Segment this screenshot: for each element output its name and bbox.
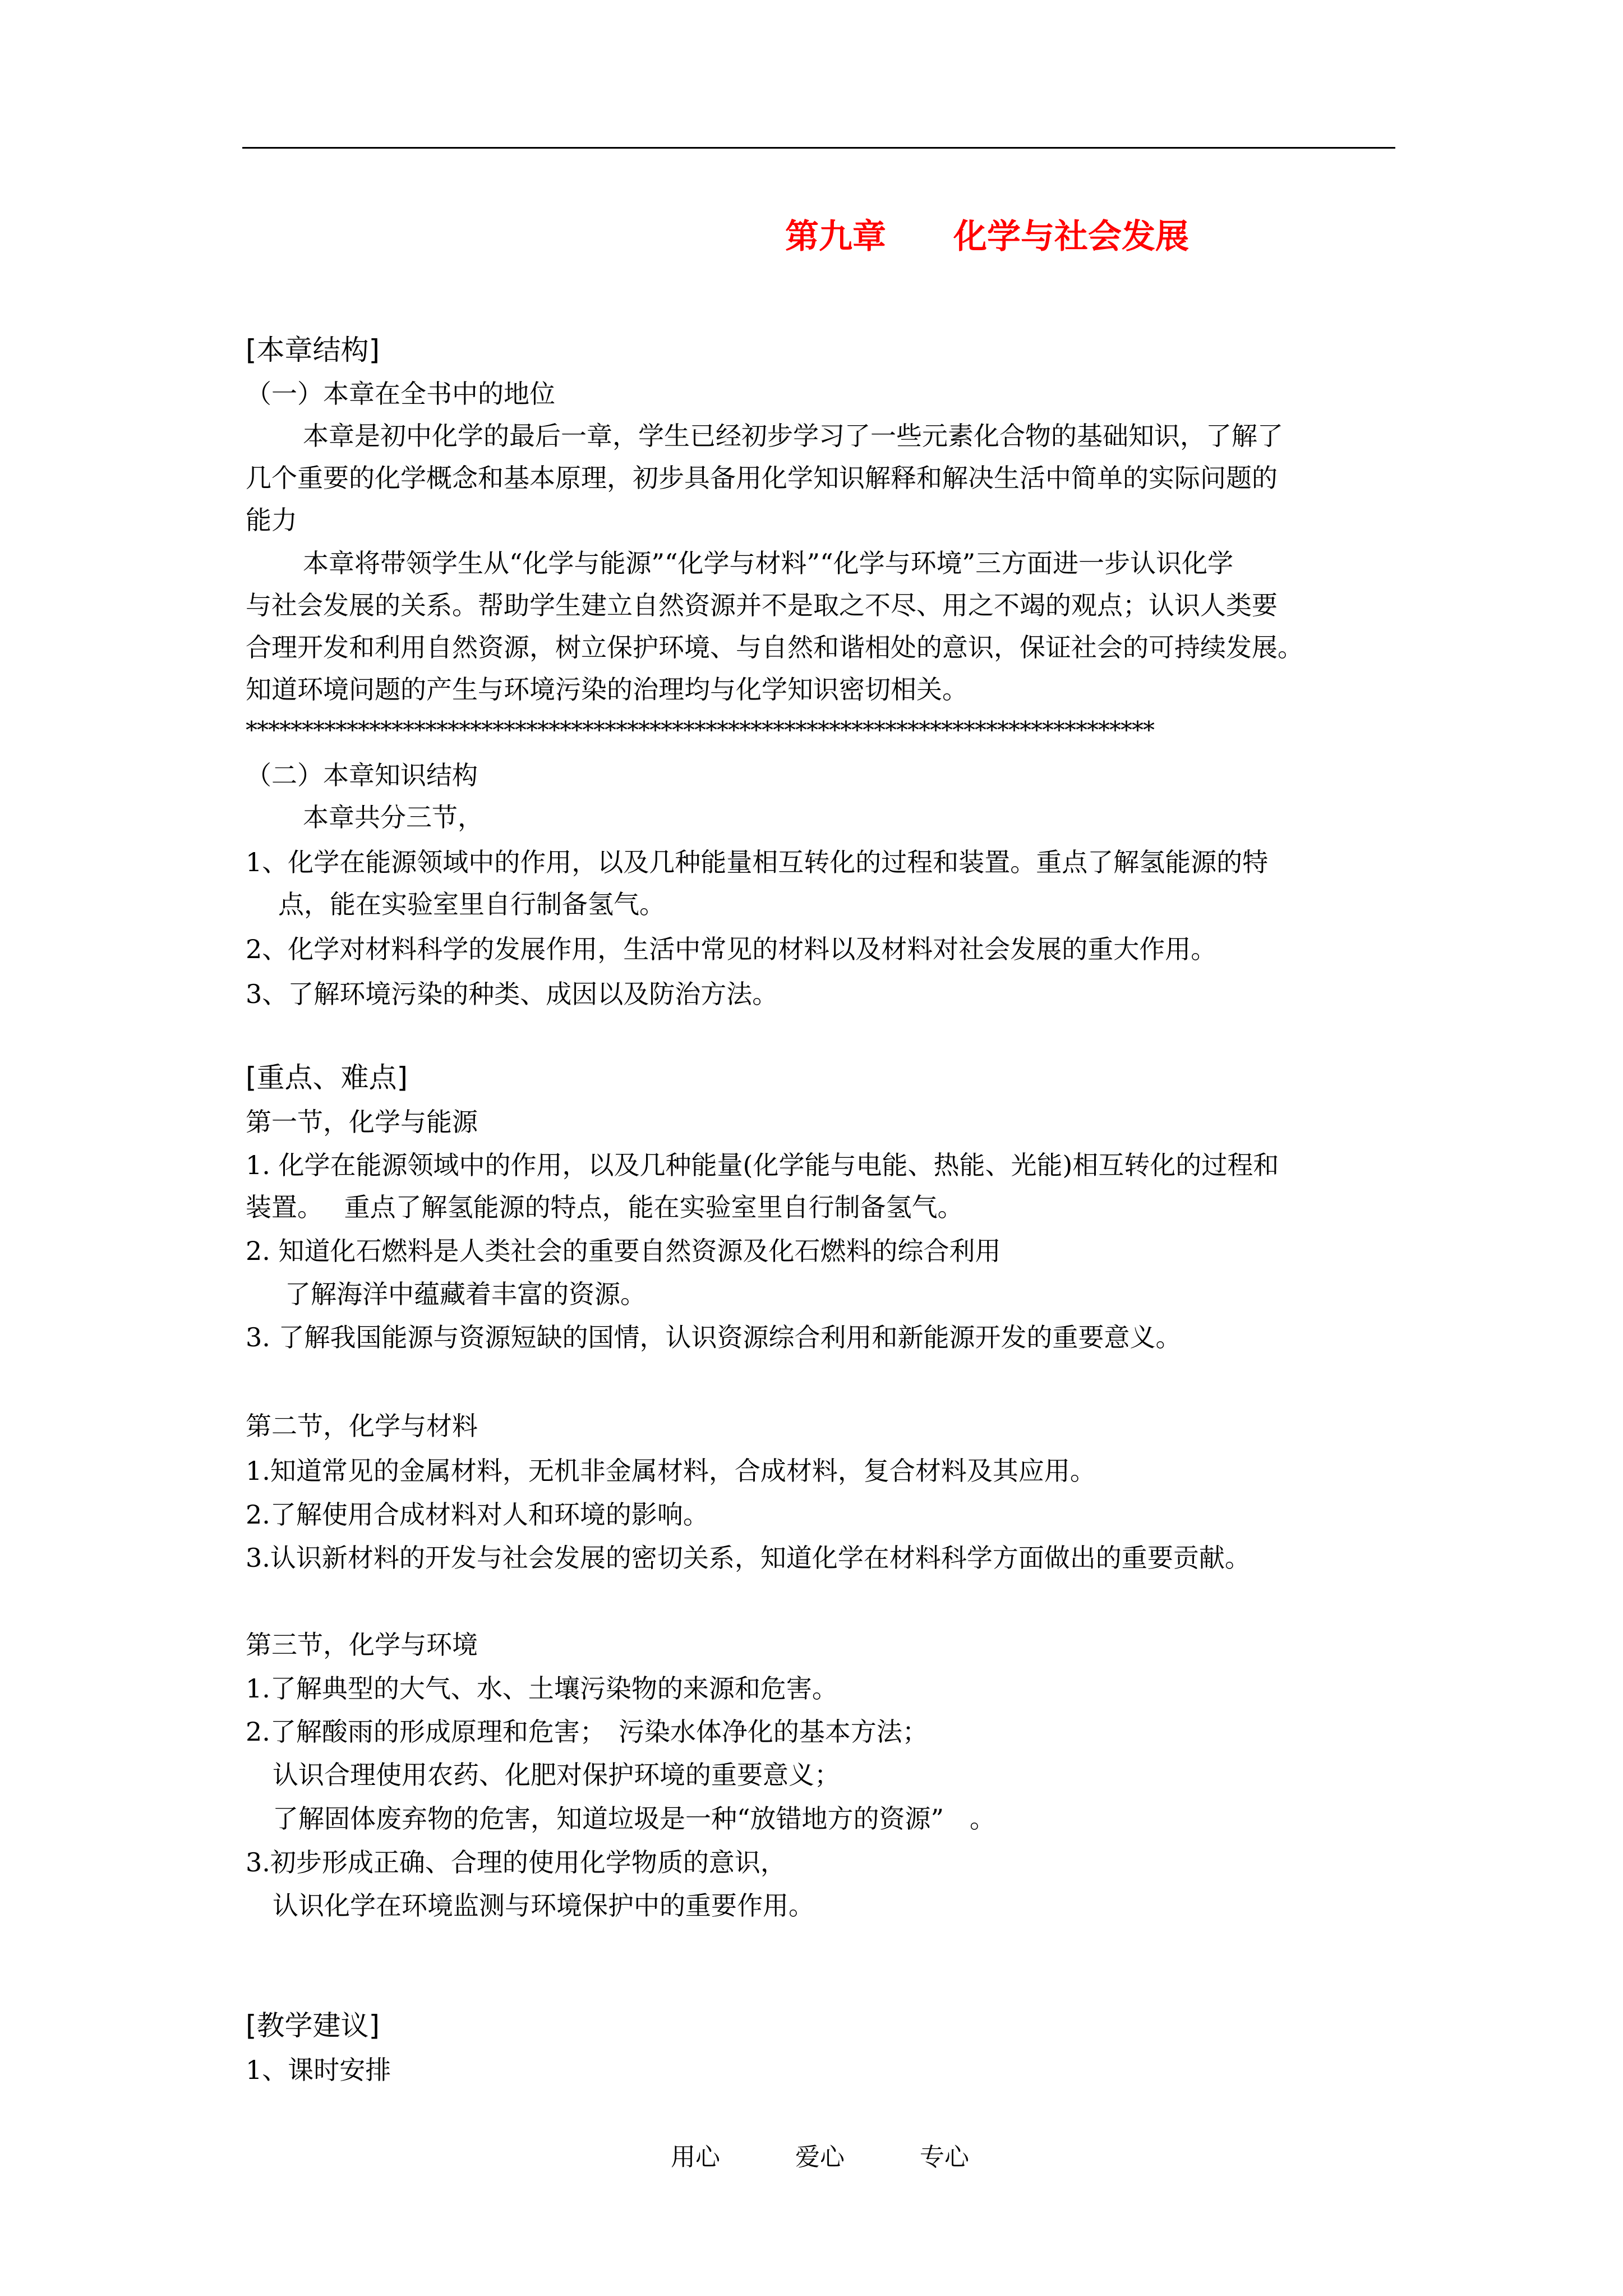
subsection-heading-position: （一）本章在全书中的地位 (246, 379, 555, 409)
subsection-heading-materials: 第二节，化学与材料 (246, 1411, 478, 1441)
paragraph-line: 本章共分三节， (303, 802, 483, 832)
footer-text: 爱心 (795, 2143, 845, 2171)
paragraph-line: 本章将带领学生从“化学与能源”“化学与材料”“化学与环境”三方面进一步认识化学 (303, 548, 1234, 578)
list-item: 2. 知道化石燃料是人类社会的重要自然资源及化石燃料的综合利用 (246, 1236, 1001, 1266)
footer-text: 专心 (920, 2143, 969, 2171)
list-item: 1、课时安排 (246, 2055, 391, 2085)
list-item: 2、化学对材料科学的发展作用，生活中常见的材料以及材料对社会发展的重大作用。 (246, 934, 1217, 964)
list-item: 1. 化学在能源领域中的作用，以及几种能量(化学能与电能、热能、光能)相互转化的过程和 (246, 1150, 1279, 1180)
list-item: 1.知道常见的金属材料，无机非金属材料，合成材料，复合材料及其应用。 (246, 1456, 1096, 1486)
paragraph-line: 合理开发和利用自然资源，树立保护环境、与自然和谐相处的意识，保证社会的可持续发展。 (246, 632, 1303, 662)
paragraph-line: 几个重要的化学概念和基本原理，初步具备用化学知识解释和解决生活中简单的实际问题的 (246, 463, 1278, 493)
list-item: 2.了解酸雨的形成原理和危害； 污染水体净化的基本方法； (246, 1717, 928, 1747)
section-heading-keypoints: [重点、难点] (246, 1061, 408, 1094)
list-item: 1、化学在能源领域中的作用，以及几种能量相互转化的过程和装置。重点了解氢能源的特 (246, 847, 1269, 877)
list-item-continuation: 点，能在实验室里自行制备氢气。 (278, 889, 665, 919)
list-item-continuation: 了解固体废弃物的危害，知道垃圾是一种“放错地方的资源” 。 (273, 1803, 996, 1834)
list-item: 3. 了解我国能源与资源短缺的国情，认识资源综合利用和新能源开发的重要意义。 (246, 1322, 1182, 1352)
subsection-heading-environment: 第三节，化学与环境 (246, 1630, 478, 1660)
list-item: 2.了解使用合成材料对人和环境的影响。 (246, 1499, 709, 1530)
section-heading-structure: [本章结构] (246, 334, 380, 366)
list-item-continuation: 认识化学在环境监测与环境保护中的重要作用。 (273, 1890, 814, 1921)
list-item: 3、了解环境污染的种类、成因以及防治方法。 (246, 979, 778, 1009)
list-item-continuation: 了解海洋中蕴藏着丰富的资源。 (285, 1279, 646, 1309)
paragraph-line: 能力 (246, 505, 297, 535)
subsection-heading-knowledge: （二）本章知识结构 (246, 760, 478, 790)
header-rule (242, 147, 1395, 149)
footer-text: 用心 (671, 2143, 720, 2171)
paragraph-line: 与社会发展的关系。帮助学生建立自然资源并不是取之不尽、用之不竭的观点；认识人类要 (246, 590, 1278, 620)
section-heading-suggestions: [教学建议] (246, 2009, 380, 2042)
list-item-continuation: 认识合理使用农药、化肥对保护环境的重要意义； (273, 1760, 840, 1790)
list-item: 3.认识新材料的开发与社会发展的密切关系，知道化学在材料科学方面做出的重要贡献。 (246, 1543, 1251, 1573)
list-item: 3.初步形成正确、合理的使用化学物质的意识， (246, 1847, 786, 1878)
list-item: 1.了解典型的大气、水、土壤污染物的来源和危害。 (246, 1673, 838, 1704)
paragraph-line: 本章是初中化学的最后一章，学生已经初步学习了一些元素化合物的基础知识，了解了 (303, 421, 1283, 451)
subsection-heading-energy: 第一节，化学与能源 (246, 1107, 478, 1137)
list-item-continuation: 装置。 重点了解氢能源的特点，能在实验室里自行制备氢气。 (246, 1192, 963, 1222)
separator-line: ********************************************************************************* (246, 716, 1154, 744)
paragraph-line: 知道环境问题的产生与环境污染的治理均与化学知识密切相关。 (246, 674, 968, 705)
chapter-title: 第九章 化学与社会发展 (785, 217, 1189, 256)
